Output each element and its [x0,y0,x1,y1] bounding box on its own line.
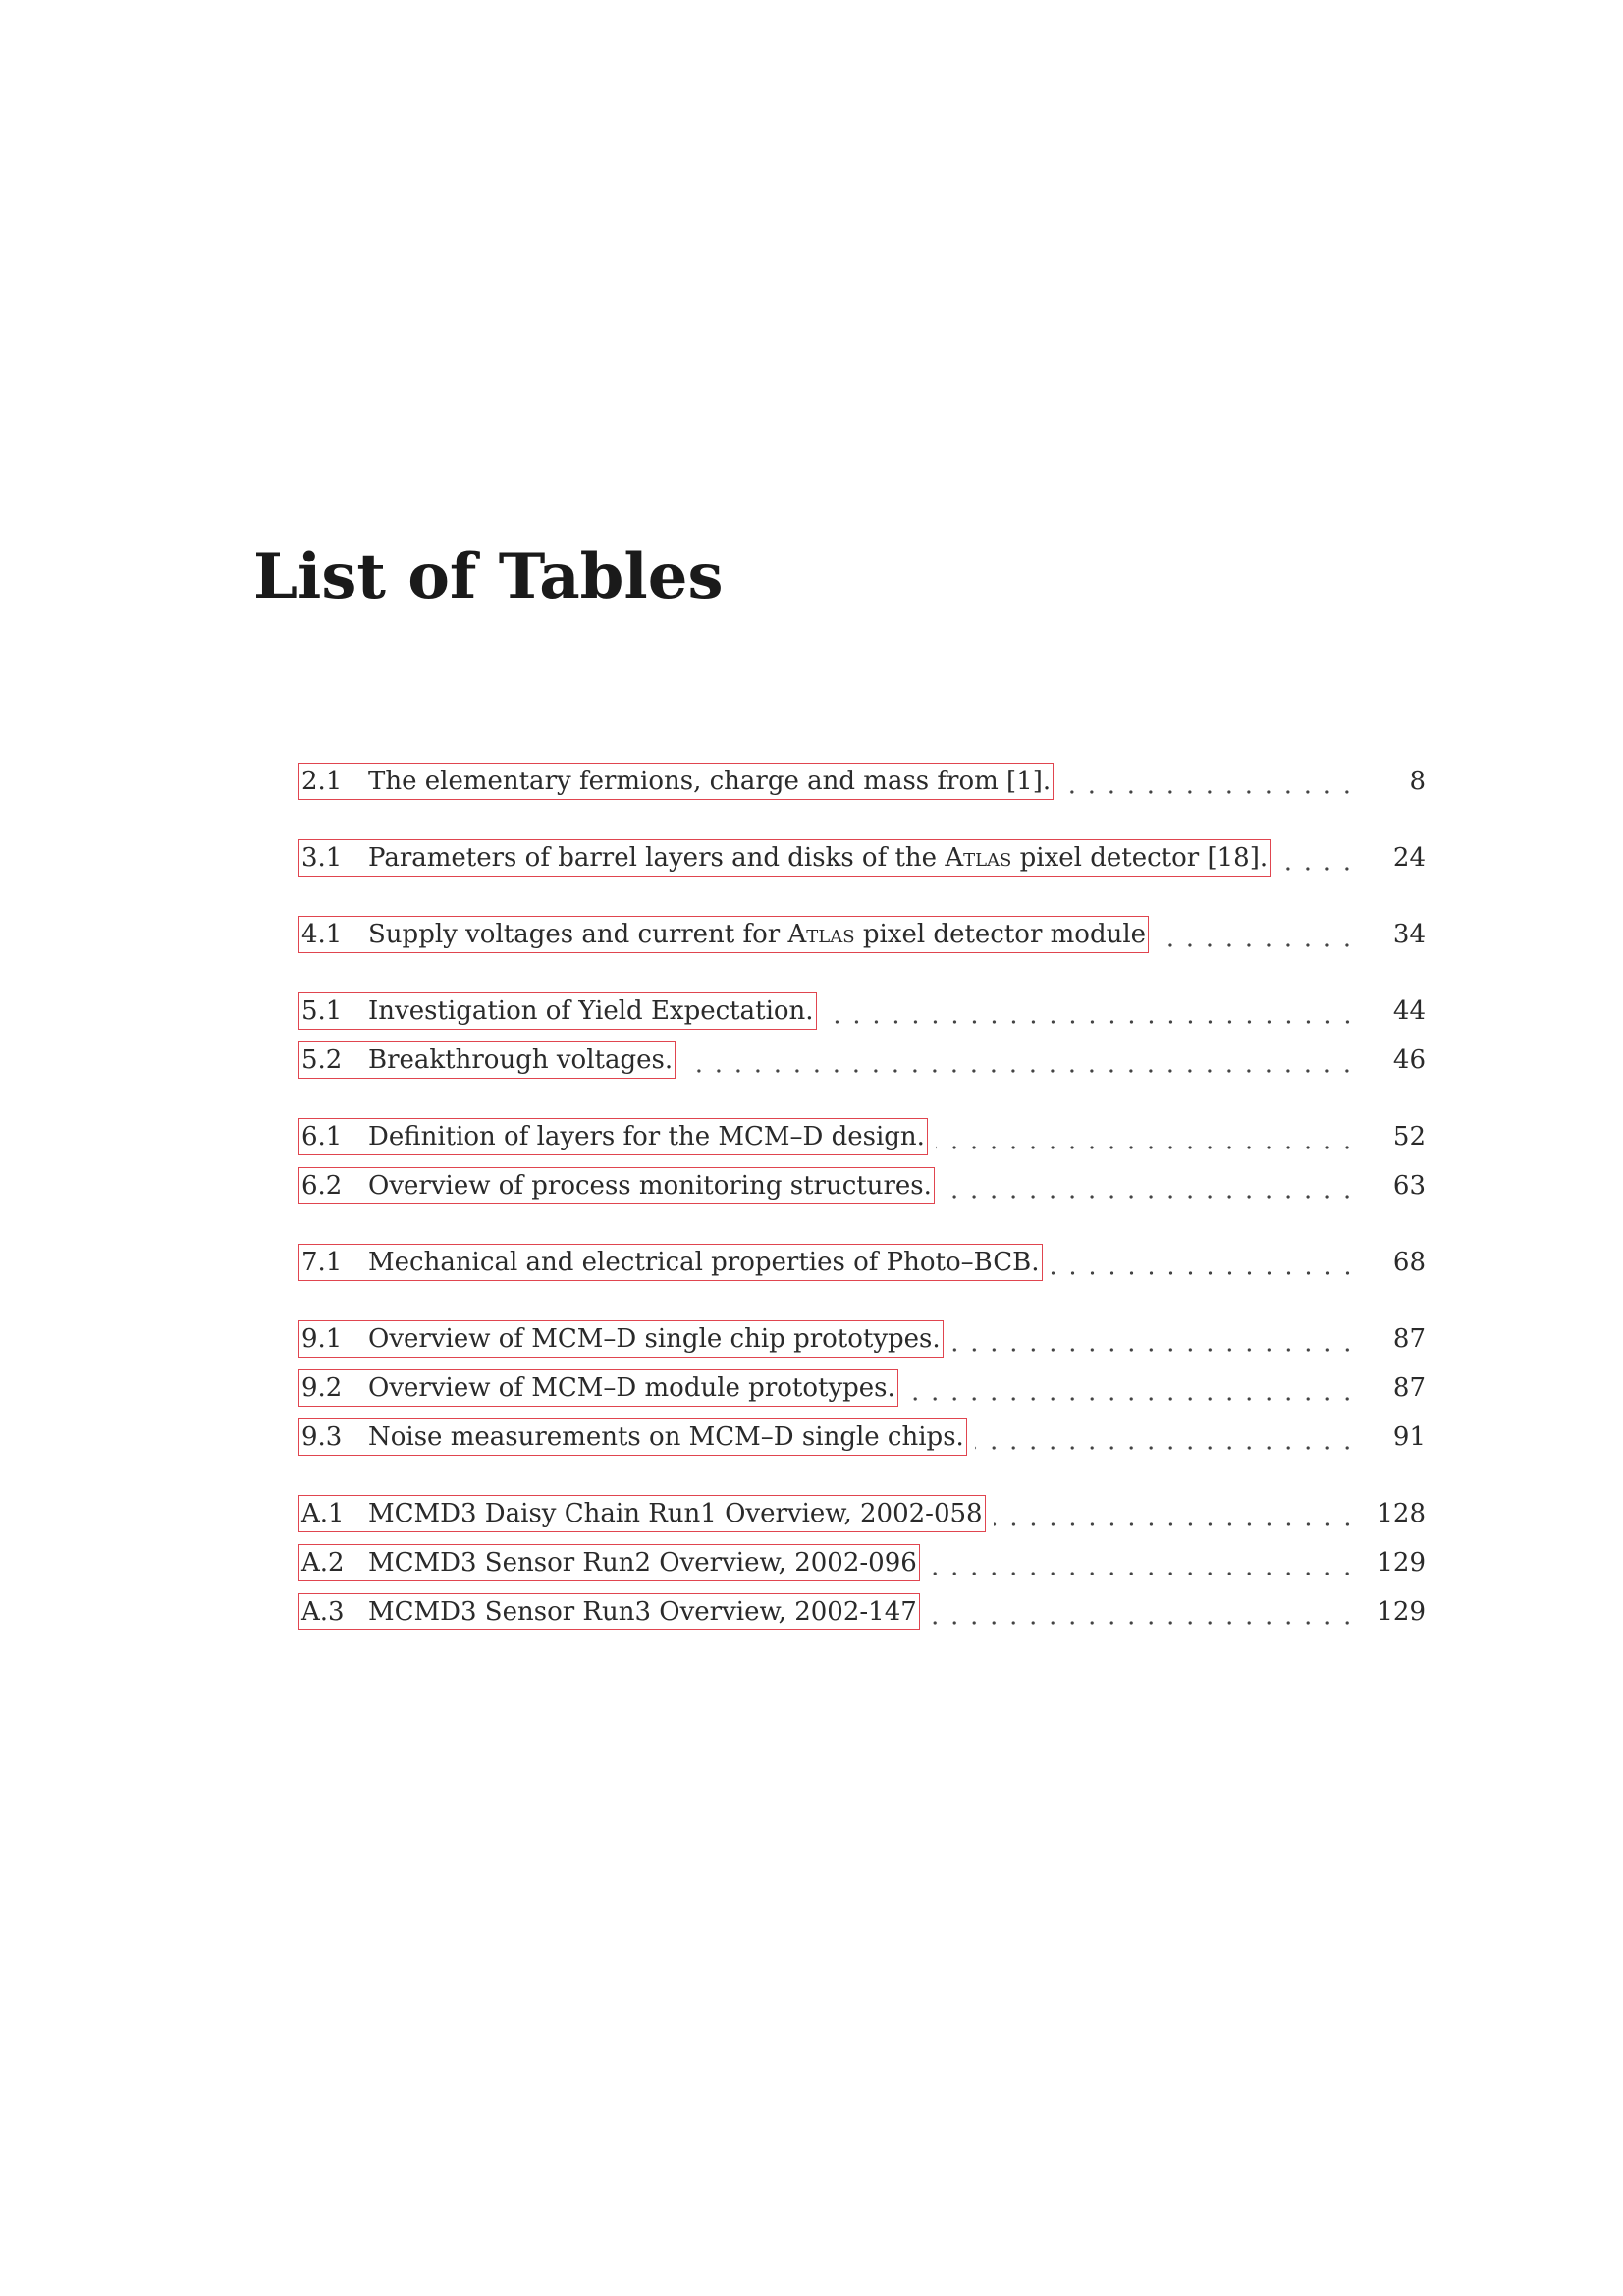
toc-entry-9-1 [298,1319,1426,1359]
dot-leader [1157,920,1357,949]
atlas-smallcaps: Atlas [945,843,1012,873]
list-of-tables [298,0,1426,2296]
page-number: 24 [1392,843,1426,873]
page-number: 129 [1377,1597,1426,1627]
table-caption: Overview of MCM–D single chip prototypes. [368,1324,941,1354]
toc-link-9-3[interactable] [298,1418,967,1456]
dot-leader [906,1373,1357,1403]
table-caption: Overview of MCM–D module prototypes. [368,1373,895,1403]
table-number: A.2 [301,1548,345,1577]
table-caption: MCMD3 Sensor Run2 Overview, 2002-096 [368,1548,917,1577]
toc-link-2-1[interactable] [298,763,1054,800]
dot-leader [936,1122,1357,1151]
toc-link-3-1[interactable] [298,839,1271,877]
toc-link-6-1[interactable] [298,1118,928,1155]
page-number: 52 [1392,1122,1426,1151]
page-number: 87 [1392,1373,1426,1403]
table-number: 9.3 [301,1422,343,1452]
dot-leader [928,1597,1357,1627]
toc-entry-7-1 [298,1243,1426,1282]
table-number: 2.1 [301,767,343,796]
dot-leader [975,1422,1357,1452]
toc-entry-4-1 [298,915,1426,954]
page-number: 8 [1409,767,1426,796]
page-number: 91 [1392,1422,1426,1452]
table-caption: Parameters of barrel layers and disks of the Atlas pixel detector [18]. [368,843,1269,873]
table-caption: MCMD3 Sensor Run3 Overview, 2002-147 [368,1597,917,1627]
toc-link-a-2[interactable] [298,1544,920,1581]
toc-link-5-1[interactable] [298,992,817,1030]
table-caption: Breakthrough voltages. [368,1045,674,1075]
toc-entry-6-2 [298,1166,1426,1205]
page-number: 129 [1377,1548,1426,1577]
toc-entry-9-3 [298,1417,1426,1457]
table-number: 5.1 [301,996,343,1026]
table-caption: Noise measurements on MCM–D single chips. [368,1422,964,1452]
toc-link-6-2[interactable] [298,1167,935,1204]
dot-leader [1278,843,1357,873]
toc-entry-5-2 [298,1041,1426,1080]
toc-entry-6-1 [298,1117,1426,1156]
page-title: List of Tables [253,540,724,614]
table-caption: Definition of layers for the MCM–D design. [368,1122,925,1151]
table-number: 4.1 [301,920,343,949]
page-number: 87 [1392,1324,1426,1354]
table-caption: Mechanical and electrical properties of Photo–BCB. [368,1248,1040,1277]
page-number: 68 [1392,1248,1426,1277]
table-caption: Investigation of Yield Expectation. [368,996,814,1026]
dot-leader [1051,1248,1358,1277]
table-number: 6.2 [301,1171,343,1201]
page-number: 128 [1377,1499,1426,1528]
table-number: A.1 [301,1499,345,1528]
page-number: 34 [1392,920,1426,949]
dot-leader [825,996,1357,1026]
table-number: 6.1 [301,1122,343,1151]
toc-entry-a-3 [298,1592,1426,1631]
toc-entry-a-1 [298,1494,1426,1533]
page-number: 63 [1392,1171,1426,1201]
table-number: 5.2 [301,1045,343,1075]
dot-leader [994,1499,1357,1528]
table-caption: MCMD3 Daisy Chain Run1 Overview, 2002-058 [368,1499,983,1528]
toc-entry-9-2 [298,1368,1426,1408]
page-number: 44 [1392,996,1426,1026]
dot-leader [683,1045,1357,1075]
toc-link-a-1[interactable] [298,1495,986,1532]
table-number: 3.1 [301,843,343,873]
atlas-smallcaps: Atlas [787,920,855,949]
toc-entry-2-1 [298,762,1426,801]
dot-leader [928,1548,1357,1577]
table-caption: The elementary fermions, charge and mass from [1]. [368,767,1052,796]
toc-link-7-1[interactable] [298,1244,1043,1281]
toc-link-9-2[interactable] [298,1369,898,1407]
toc-link-9-1[interactable] [298,1320,944,1358]
toc-entry-a-2 [298,1543,1426,1582]
toc-link-4-1[interactable] [298,916,1149,953]
toc-link-5-2[interactable] [298,1041,676,1079]
table-caption: Supply voltages and current for Atlas pixel detector module [368,920,1147,949]
toc-link-a-3[interactable] [298,1593,920,1630]
table-number: A.3 [301,1597,345,1627]
dot-leader [1061,767,1357,796]
page-number: 46 [1392,1045,1426,1075]
dot-leader [943,1171,1357,1201]
table-caption: Overview of process monitoring structures. [368,1171,932,1201]
toc-entry-3-1 [298,838,1426,878]
table-number: 9.1 [301,1324,343,1354]
table-number: 9.2 [301,1373,343,1403]
table-number: 7.1 [301,1248,343,1277]
toc-entry-5-1 [298,991,1426,1031]
dot-leader [951,1324,1357,1354]
